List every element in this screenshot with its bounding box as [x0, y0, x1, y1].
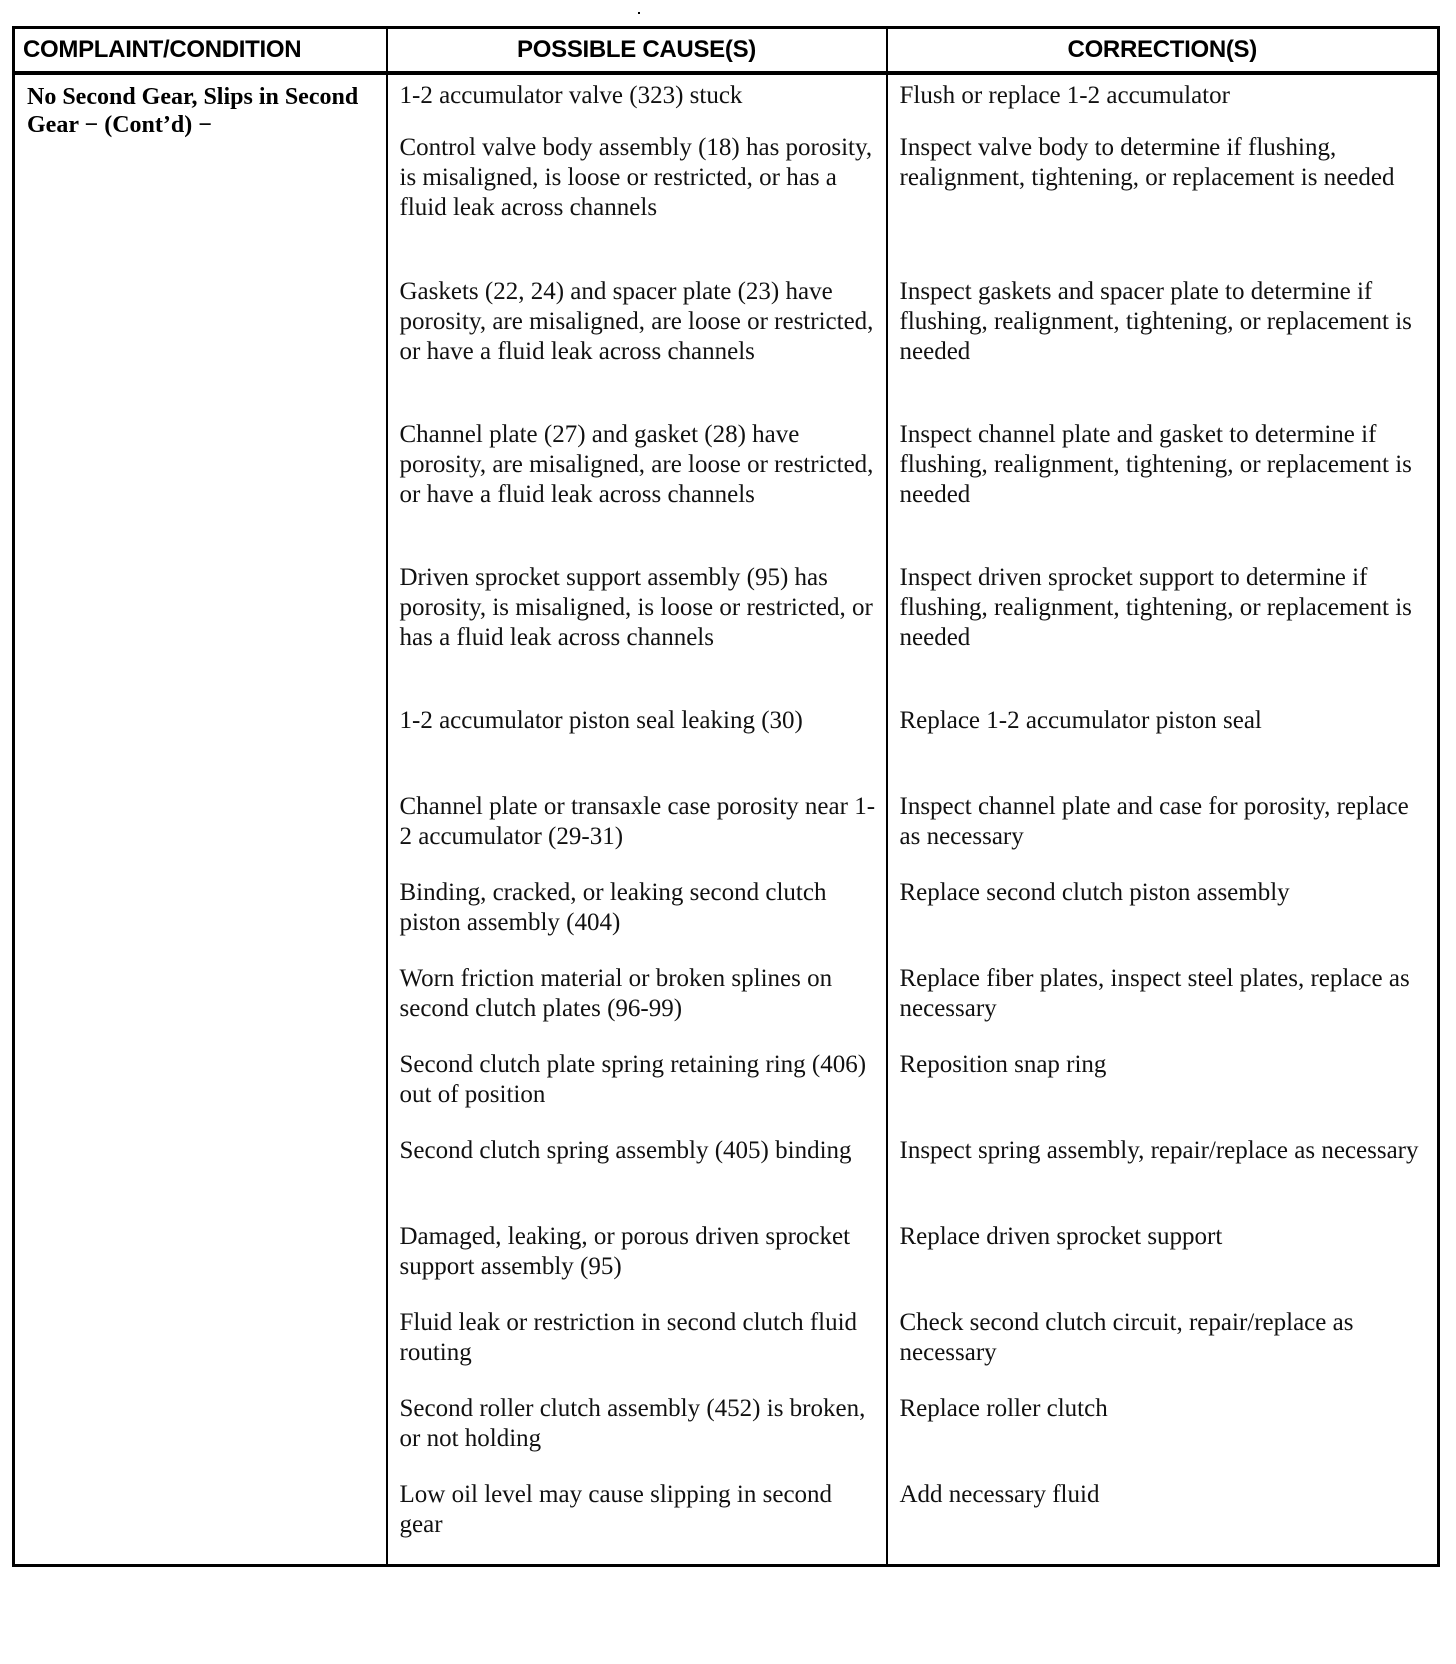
correction-item: Replace driven sprocket support	[899, 1223, 1223, 1250]
header-possible-causes: POSSIBLE CAUSE(S)	[387, 28, 887, 74]
correction-item: Inspect channel plate and gasket to determine if flushing, realignment, tightening, or replacement is needed	[899, 421, 1412, 508]
possible-cause-item: 1-2 accumulator valve (323) stuck	[399, 82, 743, 109]
corrections-column	[887, 73, 1439, 1566]
correction-item: Reposition snap ring	[899, 1051, 1107, 1078]
header-complaint: COMPLAINT/CONDITION	[14, 28, 387, 74]
possible-cause-item: Worn friction material or broken splines on second clutch plates (96-99)	[399, 965, 833, 1022]
correction-item: Inspect driven sprocket support to determine if flushing, realignment, tightening, or replacement is needed	[899, 564, 1412, 651]
possible-cause-item: Second clutch plate spring retaining ring (406) out of position	[399, 1051, 867, 1108]
correction-item: Inspect spring assembly, repair/replace as necessary	[899, 1137, 1419, 1164]
scan-artifact-dot	[638, 12, 640, 14]
correction-item: Replace roller clutch	[899, 1395, 1108, 1422]
correction-item: Add necessary fluid	[899, 1481, 1100, 1508]
header-row	[14, 28, 1439, 74]
diagnosis-table-page	[12, 26, 1437, 1567]
possible-cause-item: Control valve body assembly (18) has porosity, is misaligned, is loose or restricted, or has a fluid leak across channels	[399, 134, 873, 221]
causes-column	[387, 73, 887, 1566]
possible-cause-item: Damaged, leaking, or porous driven sprocket support assembly (95)	[399, 1223, 851, 1280]
correction-item: Replace 1-2 accumulator piston seal	[899, 707, 1262, 734]
possible-cause-item: 1-2 accumulator piston seal leaking (30)	[399, 707, 803, 734]
correction-item: Replace second clutch piston assembly	[899, 879, 1290, 906]
correction-item: Check second clutch circuit, repair/replace as necessary	[899, 1309, 1354, 1366]
correction-item: Flush or replace 1-2 accumulator	[899, 82, 1230, 109]
possible-cause-item: Fluid leak or restriction in second clutch fluid routing	[399, 1309, 858, 1366]
complaint-cell	[14, 73, 387, 1566]
table-body-row	[14, 73, 1439, 1566]
correction-item: Replace fiber plates, inspect steel plates, replace as necessary	[899, 965, 1410, 1022]
possible-cause-item: Second roller clutch assembly (452) is broken, or not holding	[399, 1395, 866, 1452]
possible-cause-item: Low oil level may cause slipping in second gear	[399, 1481, 833, 1538]
possible-cause-item: Second clutch spring assembly (405) binding	[399, 1137, 852, 1164]
correction-item: Inspect valve body to determine if flushing, realignment, tightening, or replacement is needed	[899, 134, 1395, 191]
possible-cause-item: Driven sprocket support assembly (95) has porosity, is misaligned, is loose or restricted, or has a fluid leak across channels	[399, 564, 873, 651]
correction-item: Inspect channel plate and case for porosity, replace as necessary	[899, 793, 1409, 850]
possible-cause-item: Channel plate (27) and gasket (28) have porosity, are misaligned, are loose or restricted, or have a fluid leak across channels	[399, 421, 874, 508]
diagnosis-table	[12, 26, 1440, 1567]
possible-cause-item: Channel plate or transaxle case porosity near 1-2 accumulator (29-31)	[399, 793, 876, 850]
possible-cause-item: Gaskets (22, 24) and spacer plate (23) have porosity, are misaligned, are loose or restricted, or have a fluid leak across channels	[399, 278, 874, 365]
correction-item: Inspect gaskets and spacer plate to determine if flushing, realignment, tightening, or replacement is needed	[899, 278, 1412, 365]
complaint-text: No Second Gear, Slips in Second Gear − (Cont’d) −	[27, 84, 359, 138]
header-corrections: CORRECTION(S)	[887, 28, 1439, 74]
possible-cause-item: Binding, cracked, or leaking second clutch piston assembly (404)	[399, 879, 827, 936]
